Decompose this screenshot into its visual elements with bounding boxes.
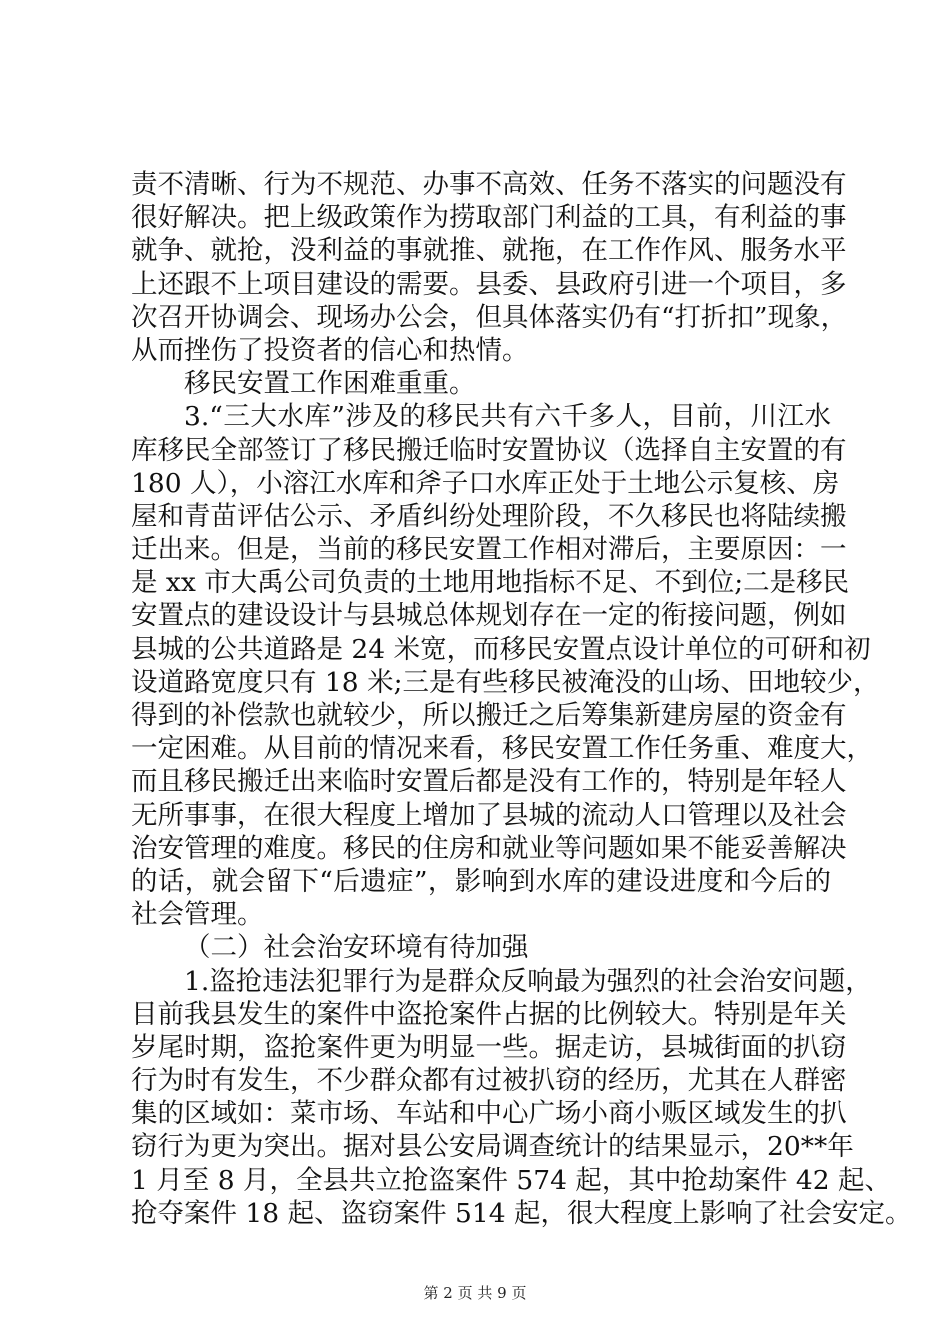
paragraph (131, 400, 880, 931)
text-line: 得到的补偿款也就较少，所以搬迁之后筹集新建房屋的资金有 (131, 700, 847, 731)
text-line: 上还跟不上项目建设的需要。县委、县政府引进一个项目，多 (131, 268, 847, 300)
paragraph (131, 367, 831, 400)
text-line: 抢夺案件 18 起、盗窃案件 514 起，很大程度上影响了社会安定。 (131, 1197, 912, 1229)
text-line: 设道路宽度只有 18 米;三是有些移民被淹没的山场、田地较少， (131, 666, 880, 698)
text-line: 屋和青苗评估公示、矛盾纠纷处理阶段，不久移民也将陆续搬 (131, 500, 847, 532)
text-line: 而且移民搬迁出来临时安置后都是没有工作的，特别是年轻人 (131, 766, 847, 798)
text-line: 迁出来。但是，当前的移民安置工作相对滞后，主要原因：一 (131, 534, 847, 566)
text-line: 库移民全部签订了移民搬迁临时安置协议（选择自主安置的有 (131, 434, 847, 466)
text-line: 窃行为更为突出。据对县公安局调查统计的结果显示，20**年 (131, 1131, 854, 1163)
text-line: 从而挫伤了投资者的信心和热情。 (131, 334, 529, 366)
text-line: 1.盗抢违法犯罪行为是群众反响最为强烈的社会治安问题， (184, 965, 872, 997)
text-line: 目前我县发生的案件中盗抢案件占据的比例较大。特别是年关 (131, 998, 847, 1030)
text-line: 行为时有发生，不少群众都有过被扒窃的经历，尤其在人群密 (131, 1065, 847, 1097)
text-line: 是 xx 市大禹公司负责的土地用地指标不足、不到位;二是移民 (131, 567, 850, 599)
text-line: 安置点的建设设计与县城总体规划存在一定的衔接问题，例如 (131, 600, 847, 632)
page-footer: 第 2 页 共 9 页 (423, 1284, 527, 1302)
text-line: 的话，就会留下“后遗症”，影响到水库的建设进度和今后的 (131, 865, 831, 897)
text-line: 很好解决。把上级政策作为捞取部门利益的工具，有利益的事 (131, 202, 847, 234)
text-line: 责不清晰、行为不规范、办事不高效、任务不落实的问题没有 (131, 169, 847, 200)
text-line: 1 月至 8 月，全县共立抢盗案件 574 起，其中抢劫案件 42 起、 (131, 1164, 891, 1196)
text-line: 次召开协调会、现场办公会，但具体落实仍有“打折扣”现象， (131, 301, 848, 333)
text-line: （二）社会治安环境有待加强 (184, 932, 529, 964)
text-line: 3.“三大水库”涉及的移民共有六千多人，目前，川江水 (184, 401, 831, 433)
paragraph (131, 931, 831, 964)
paragraph (131, 168, 848, 367)
text-line: 社会管理。 (131, 899, 264, 931)
paragraph (131, 965, 912, 1231)
text-line: 180 人），小溶江水库和斧子口水库正处于土地公示复核、房 (131, 467, 840, 499)
text-line: 集的区域如：菜市场、车站和中心广场小商小贩区域发生的扒 (131, 1098, 847, 1130)
text-line: 岁尾时期，盗抢案件更为明显一些。据走访，县城街面的扒窃 (131, 1031, 847, 1063)
text-line: 一定困难。从目前的情况来看，移民安置工作任务重、难度大， (131, 733, 873, 765)
text-line: 无所事事，在很大程度上增加了县城的流动人口管理以及社会 (131, 799, 847, 831)
text-line: 治安管理的难度。移民的住房和就业等问题如果不能妥善解决 (131, 832, 847, 864)
text-line: 就争、就抢，没利益的事就推、就拖，在工作作风、服务水平 (131, 235, 847, 267)
text-line: 移民安置工作困难重重。 (184, 368, 476, 400)
text-line: 县城的公共道路是 24 米宽，而移民安置点设计单位的可研和初 (131, 633, 871, 665)
document-body (131, 168, 912, 1230)
